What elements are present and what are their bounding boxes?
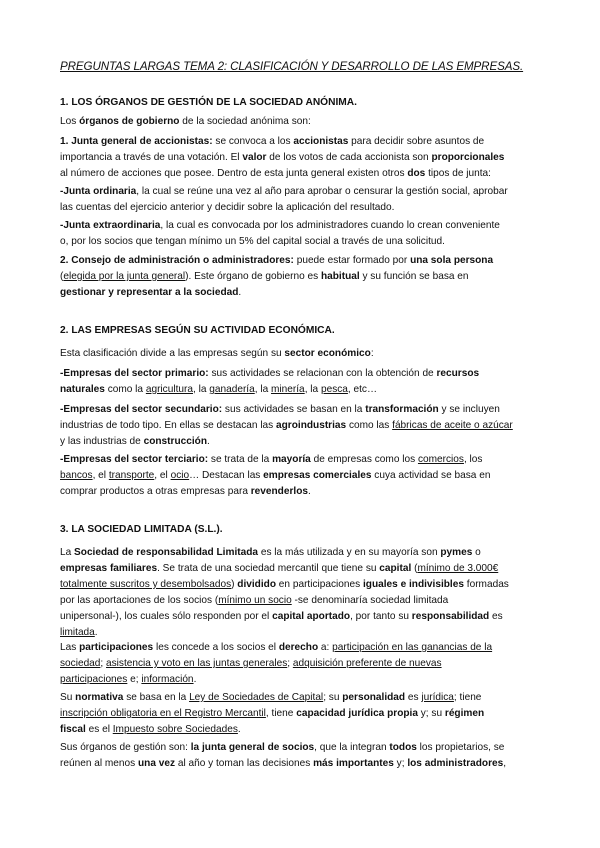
- paragraph-actividad-intro: Esta clasificación divide a las empresas según su sector económico:: [60, 348, 374, 359]
- paragraph-sl-participaciones: Las participaciones les concede a los socios el derecho a: participación en las ganancias de la sociedad; asistencia y voto en las juntas generales; adquisición preferente de nuevas participaciones e; información.: [60, 642, 493, 685]
- section-heading-organos: 1. LOS ÓRGANOS DE GESTIÓN DE LA SOCIEDAD ANÓNIMA.: [60, 97, 357, 108]
- paragraph-junta-ordinaria: -Junta ordinaria, la cual se reúne una vez al año para aprobar o censurar la gestión social, aprobar las cuentas del ejercicio anterior y decidir sobre la aplicación del resultado.: [60, 186, 508, 213]
- paragraph-organos-intro: Los órganos de gobierno de la sociedad anónima son:: [60, 116, 311, 127]
- paragraph-sector-secundario: -Empresas del sector secundario: sus actividades se basan en la transformación y se incluyen industrias de todo tipo. En ellas se destacan las agroindustrias como las fábricas de aceite o azúcar y las industrias de construcción.: [60, 404, 513, 447]
- paragraph-junta-extraordinaria: -Junta extraordinaria, la cual es convocada por los administradores cuando lo crean conveniente o, por los socios que tengan mínimo un 5% del capital social a través de una solicitud.: [60, 220, 500, 247]
- paragraph-sector-terciario: -Empresas del sector terciario: se trata de la mayoría de empresas como los comercios, los bancos, el transporte, el ocio… Destacan las empresas comerciales cuya actividad se basa en comprar productos a otras empresas para revenderlos.: [60, 454, 491, 497]
- paragraph-sector-primario: -Empresas del sector primario: sus actividades se relacionan con la obtención de recursos naturales como la agricultura, la ganadería, la minería, la pesca, etc…: [60, 368, 480, 395]
- section-heading-actividad: 2. LAS EMPRESAS SEGÚN SU ACTIVIDAD ECONÓMICA.: [60, 325, 335, 336]
- document-title: PREGUNTAS LARGAS TEMA 2: CLASIFICACIÓN Y DESARROLLO DE LAS EMPRESAS.: [60, 60, 524, 73]
- paragraph-consejo: 2. Consejo de administración o administradores: puede estar formado por una sola persona (elegida por la junta general). Este órgano de gobierno es habitual y su función se basa en gestionar y representar a la sociedad.: [60, 255, 494, 298]
- paragraph-sl-definicion: La Sociedad de responsabilidad Limitada es la más utilizada y en su mayoría son pymes o empresas familiares. Se trata de una sociedad mercantil que tiene su capital (mínimo de 3.000€ totalmente suscritos y desembolsados) dividido en participaciones iguales e indivisibles formadas por las aportaciones de los socios (mínimo un socio -se denominaría sociedad limitada unipersonal-), los cuales sólo responden por el capital aportado, por tanto su responsabilidad es limitada.: [60, 547, 509, 638]
- paragraph-junta-general: 1. Junta general de accionistas: se convoca a los accionistas para decidir sobre asuntos de importancia a través de una votación. El valor de los votos de cada accionista son proporcionales al número de acciones que posee. Dentro de esta junta general existen otros dos tipos de junta:: [60, 136, 505, 179]
- paragraph-sl-normativa: Su normativa se basa en la Ley de Sociedades de Capital; su personalidad es jurídica; tiene inscripción obligatoria en el Registro Mercantil, tiene capacidad jurídica propia y; su régimen fiscal es el Impuesto sobre Sociedades.: [60, 692, 485, 735]
- paragraph-sl-organos: Sus órganos de gestión son: la junta general de socios, que la integran todos los propietarios, se reúnen al menos una vez al año y toman las decisiones más importantes y; los administradores,: [60, 742, 507, 769]
- section-heading-sociedad-limitada: 3. LA SOCIEDAD LIMITADA (S.L.).: [60, 524, 223, 535]
